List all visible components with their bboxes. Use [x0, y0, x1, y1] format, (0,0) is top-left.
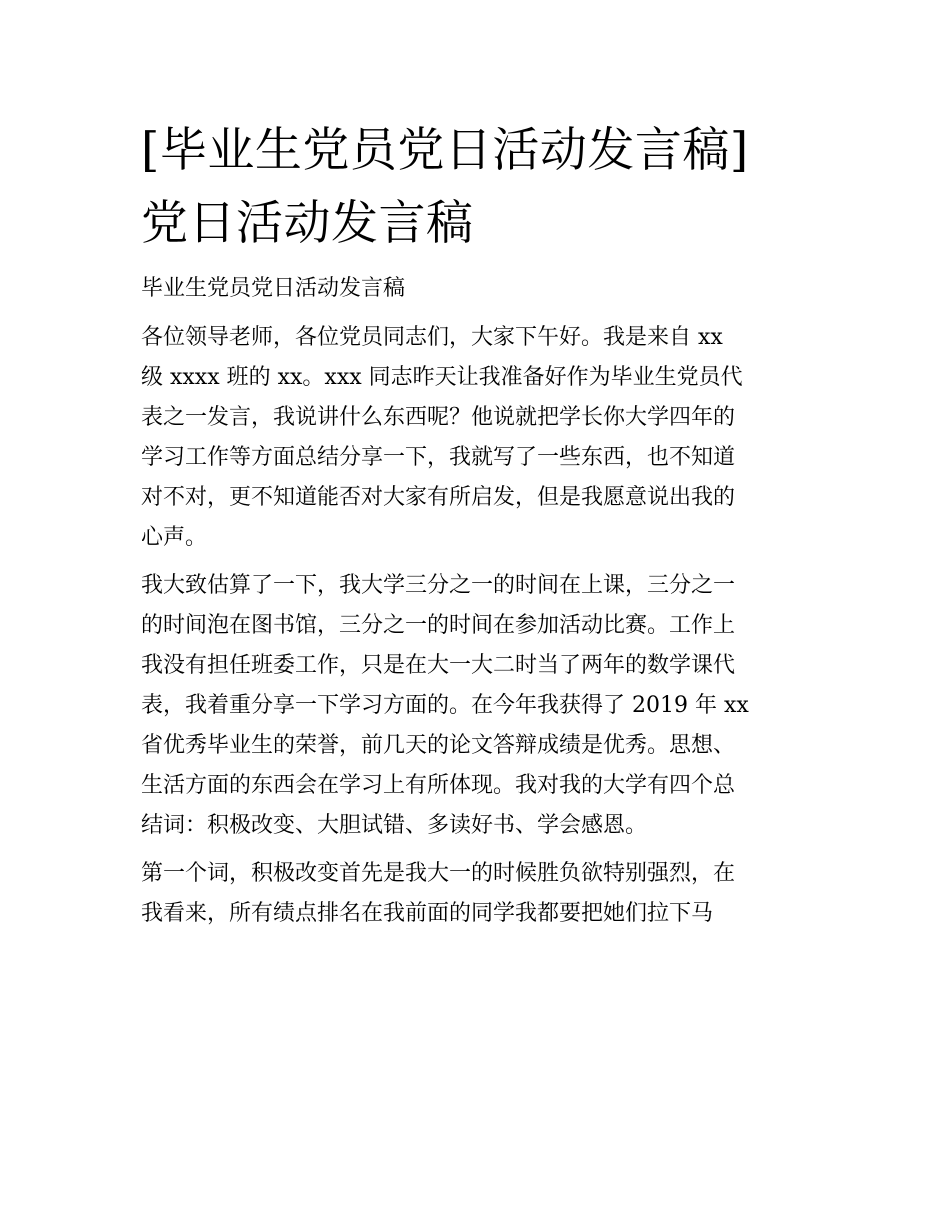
paragraph — [141, 854, 813, 934]
text-line: 各位领导老师，各位党员同志们，大家下午好。我是来自 xx — [141, 325, 723, 350]
text-line: 学习工作等方面总结分享一下，我就写了一些东西，也不知道 — [141, 445, 736, 470]
text-line: 对不对，更不知道能否对大家有所启发，但是我愿意说出我的 — [141, 485, 736, 510]
document-page — [141, 114, 813, 934]
text-line: 我看来，所有绩点排名在我前面的同学我都要把她们拉下马 — [141, 901, 714, 926]
text-line: 表，我着重分享一下学习方面的。在今年我获得了 2019 年 xx — [141, 693, 749, 718]
text-line: 我没有担任班委工作，只是在大一大二时当了两年的数学课代 — [141, 653, 736, 678]
text-line: 表之一发言，我说讲什么东西呢？他说就把学长你大学四年的 — [141, 405, 736, 430]
text-line: 的时间泡在图书馆，三分之一的时间在参加活动比赛。工作上 — [141, 613, 736, 638]
document-title — [141, 114, 813, 260]
text-line: 心声。 — [141, 525, 208, 550]
text-line: 级 xxxx 班的 xx。xxx 同志昨天让我准备好作为毕业生党员代 — [141, 365, 743, 390]
title-line: 党日活动发言稿 — [141, 196, 474, 251]
text-line: 结词：积极改变、大胆试错、多读好书、学会感恩。 — [141, 813, 648, 838]
text-line: 我大致估算了一下，我大学三分之一的时间在上课，三分之一 — [141, 573, 736, 598]
paragraph — [141, 566, 813, 846]
text-line: 生活方面的东西会在学习上有所体现。我对我的大学有四个总 — [141, 773, 736, 798]
text-line: 第一个词，积极改变首先是我大一的时候胜负欲特别强烈，在 — [141, 861, 736, 886]
title-line: [毕业生党员党日活动发言稿] — [141, 123, 749, 178]
paragraph — [141, 318, 813, 558]
text-line: 省优秀毕业生的荣誉，前几天的论文答辩成绩是优秀。思想、 — [141, 733, 736, 758]
document-subtitle: 毕业生党员党日活动发言稿 — [141, 276, 406, 301]
